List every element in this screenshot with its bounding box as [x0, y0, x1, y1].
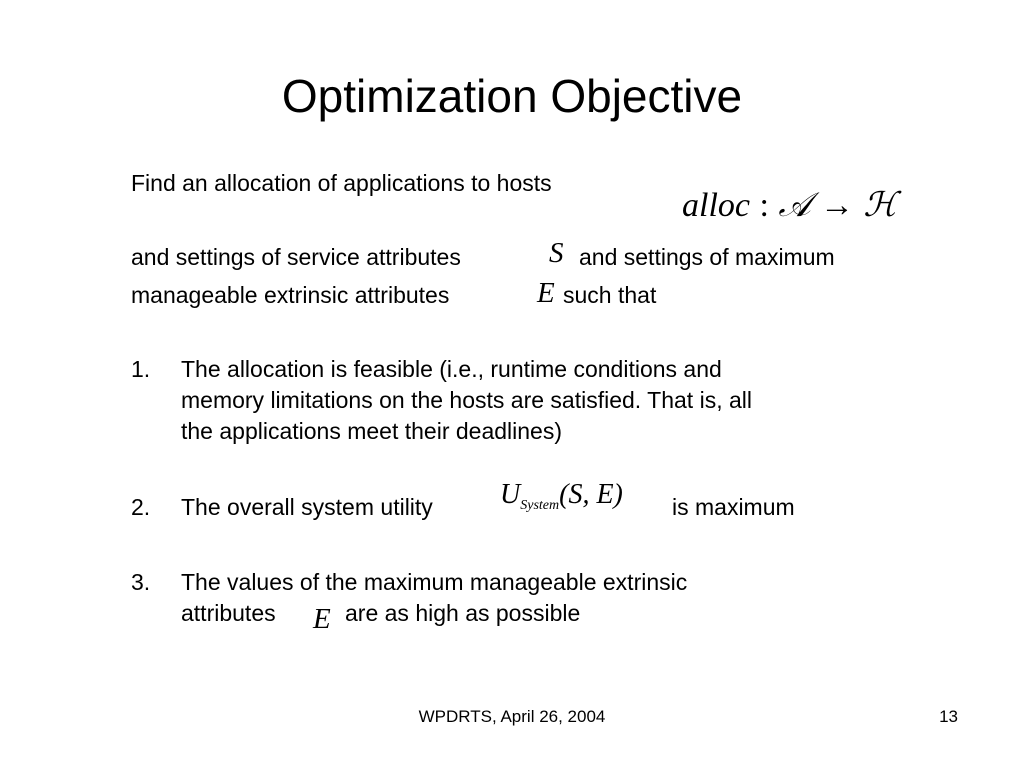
intro-line-2b: and settings of maximum: [579, 244, 835, 270]
footer-event-date: WPDRTS, April 26, 2004: [418, 707, 606, 726]
intro-line-3a: manageable extrinsic attributes: [131, 282, 450, 308]
intro-line-3b: such that: [563, 282, 657, 308]
list-item-3-variable: E: [313, 603, 331, 635]
system-utility-subscript: System: [520, 498, 560, 513]
list-item-1-line-2: memory limitations on the hosts are satisfied. That is, all: [181, 387, 752, 413]
list-item-3-line-2a: attributes: [181, 600, 276, 626]
extrinsic-attributes-variable: E: [537, 277, 555, 309]
intro-line-2a: and settings of service attributes: [131, 244, 461, 270]
list-item-1-line-3: the applications meet their deadlines): [181, 418, 563, 444]
alloc-formula-domain: 𝒜: [778, 185, 811, 225]
slide-title: Optimization Objective: [281, 70, 743, 122]
alloc-formula-arrow: →: [819, 187, 854, 224]
system-utility-symbol: U: [500, 479, 521, 510]
system-utility-formula: [500, 478, 623, 523]
list-item-number-1: 1.: [131, 356, 151, 382]
list-item-3-line-1: The values of the maximum manageable extrinsic: [181, 569, 688, 595]
intro-line-1: Find an allocation of applications to hosts: [131, 170, 552, 196]
list-item-number-3: 3.: [131, 569, 151, 595]
system-utility-arguments: (S, E): [559, 479, 623, 510]
list-item-3-line-2b: are as high as possible: [345, 600, 581, 626]
alloc-formula-lhs: alloc: [682, 187, 750, 224]
list-item-2-text-after: is maximum: [672, 494, 795, 520]
list-item-2-text-before: The overall system utility: [181, 494, 433, 520]
alloc-formula: [682, 184, 897, 227]
service-attributes-variable: S: [549, 237, 564, 269]
alloc-formula-colon: :: [759, 187, 769, 224]
alloc-formula-codomain: ℋ: [863, 185, 898, 225]
list-item-number-2: 2.: [131, 494, 151, 520]
list-item-1-line-1: The allocation is feasible (i.e., runtime conditions and: [181, 356, 722, 382]
slide-page-number: 13: [939, 707, 958, 726]
